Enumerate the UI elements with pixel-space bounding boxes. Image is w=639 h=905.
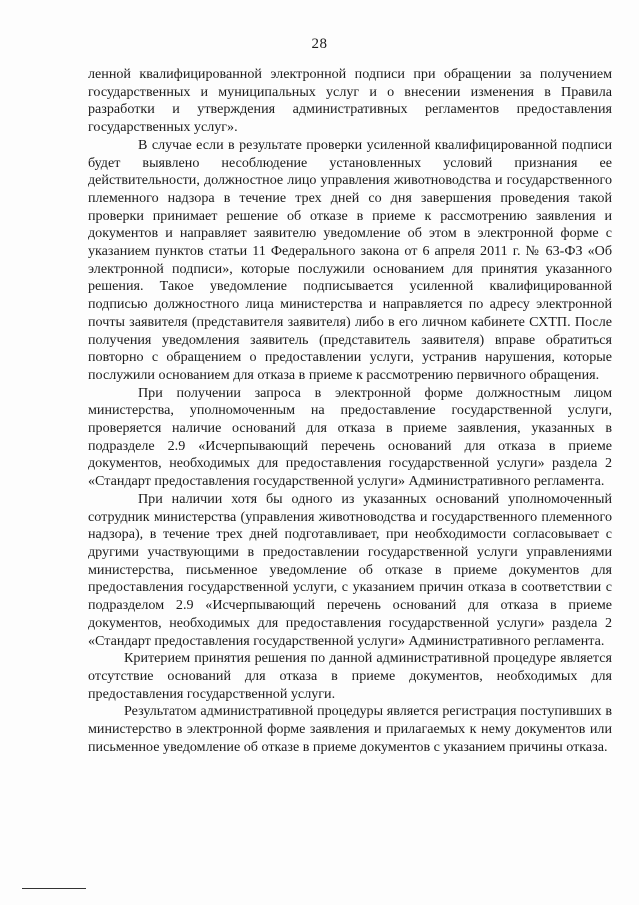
page-number: 28 [311,36,328,52]
paragraph-electronic-request: При получении запроса в электронной форме должностным лицом министерства, уполномоченным на предоставление государственной услуги, проверяется наличие оснований для отказа в приеме заявления, указанных в подразделе 2.9 «Исчерпывающий перечень оснований для отказа в приеме документов, необходимых для предоставления государственной услуги» раздела 2 «Стандарт предоставления государственной услуги» Административного регламента. [88,384,612,490]
paragraph-decision-criterion: Критерием принятия решения по данной административной процедуре является отсутствие оснований для отказа в приеме документов, необходимых для предоставления государственной услуги. [88,650,612,702]
paragraph-verification-failure: В случае если в результате проверки усиленной квалифицированной подписи будет выявлено несоблюдение установленных условий признания ее действительности, должностное лицо управления животноводства и государственного племенного надзора в течение трех дней со дня завершения проведения такой проверки принимает решение об отказе в приеме к рассмотрению заявления и документов и направляет заявителю уведомление об этом в электронной форме с указанием пунктов статьи 11 Федерального закона от 6 апреля 2011 г. № 63-ФЗ «Об электронной подписи», которые послужили основанием для принятия указанного решения. Такое уведомление подписывается усиленной квалифицированной подписью должностного лица министерства и направляется по адресу электронной почты заявителя (представителя заявителя) либо в его личном кабинете СХТП. После получения уведомления заявитель (представитель заявителя) вправе обратиться повторно с обращением о предоставлении услуги, устранив нарушения, которые послужили основанием для отказа в приеме к рассмотрению первичного обращения. [88,136,612,383]
footnote-separator [22,888,86,889]
paragraph-procedure-result: Результатом административной процедуры является регистрация поступивших в министерство в электронной форме заявления и прилагаемых к нему документов или письменное уведомление об отказе в приеме документов с указанием причины отказа. [88,703,612,755]
paragraph-grounds-found: При наличии хотя бы одного из указанных оснований уполномоченный сотрудник министерства (управления животноводства и государственного племенного надзора), в течение трех дней подготавливает, при необходимости согласовывает с другими участвующими в предоставлении государственной услуги управлениями министерства, письменное уведомление об отказе в приеме документов для предоставления государственной услуги, с указанием причин отказа в соответствии с подразделом 2.9 «Исчерпывающий перечень оснований для отказа в приеме документов, необходимых для предоставления государственной услуги» раздела 2 «Стандарт предоставления государственной услуги» Административного регламента. [88,490,612,649]
document-body [88,66,612,756]
paragraph-continuation: ленной квалифицированной электронной подписи при обращении за получением государственных и муниципальных услуг и о внесении изменения в Правила разработки и утверждения административных регламентов предоставления государственных услуг». [88,66,612,136]
